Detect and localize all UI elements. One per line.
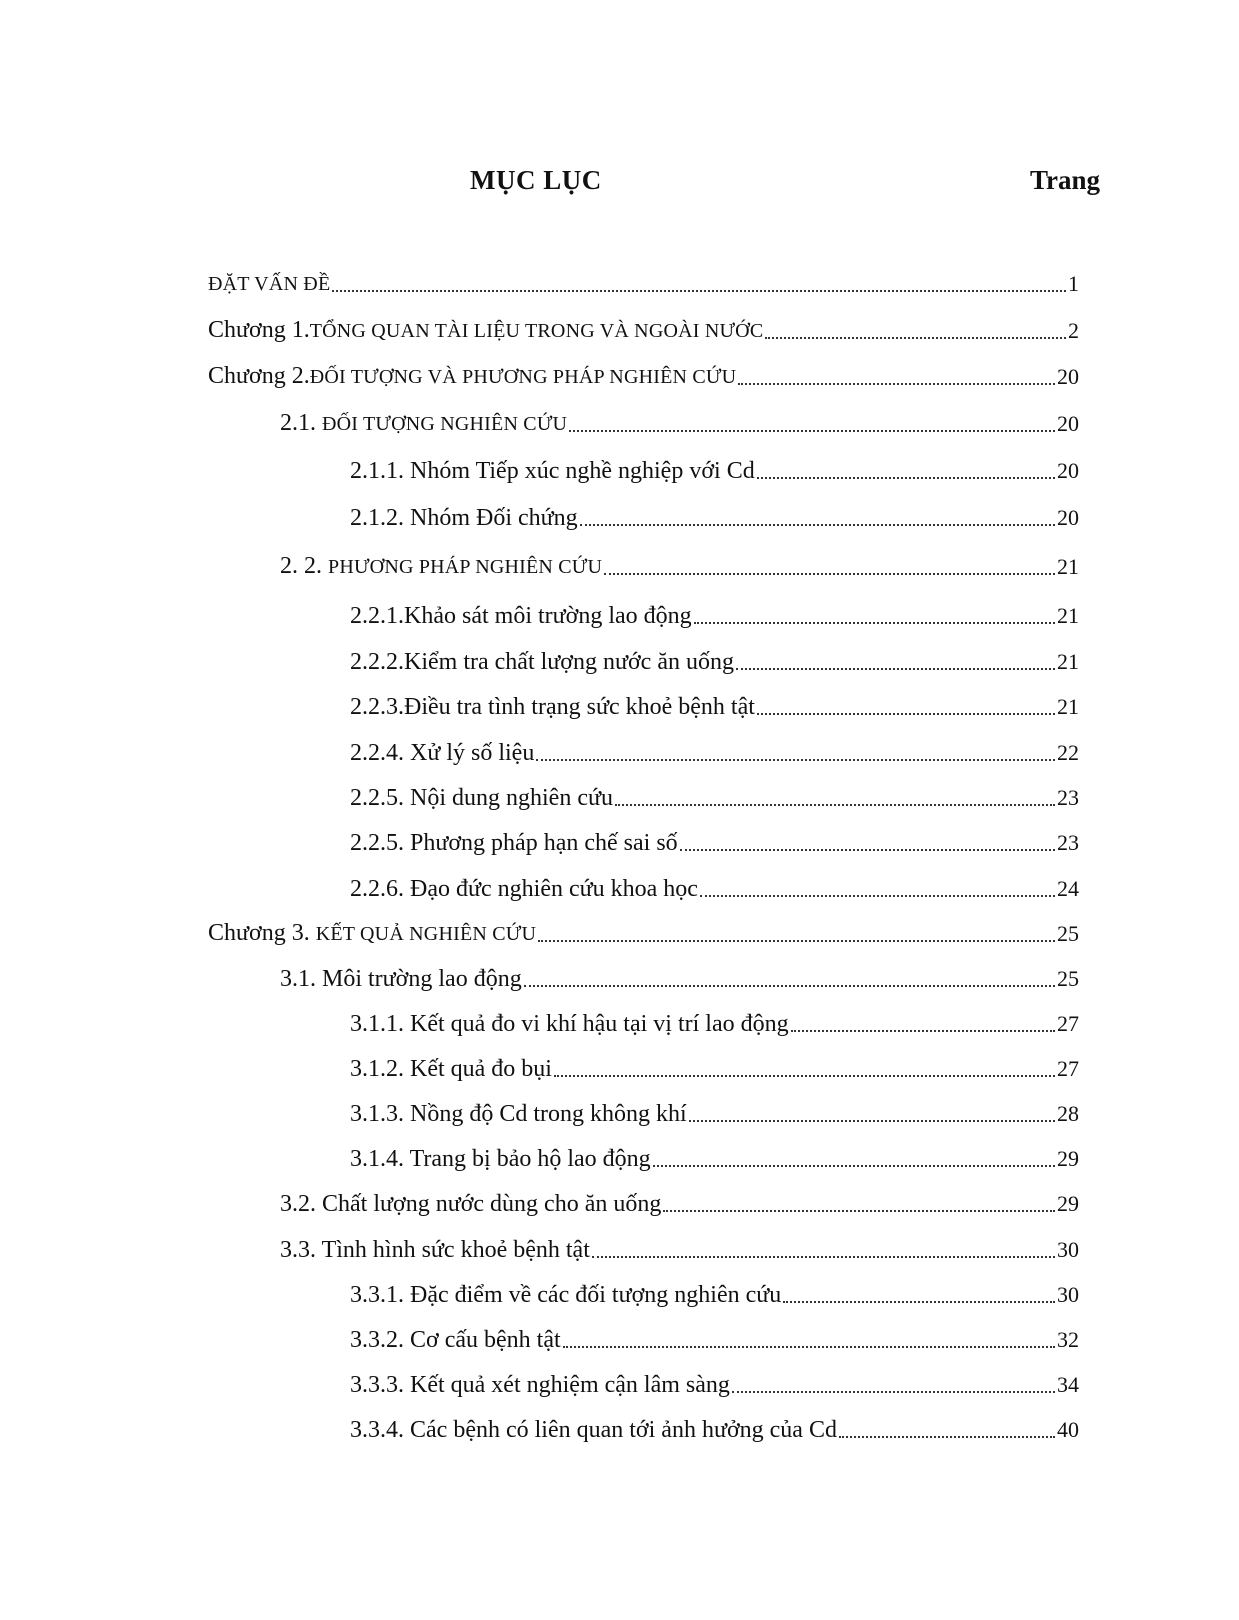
toc-entry-label bbox=[280, 408, 567, 439]
toc-entry-label bbox=[350, 874, 698, 904]
dot-leader bbox=[536, 758, 1055, 761]
toc-entry[interactable] bbox=[350, 686, 1079, 722]
dot-leader bbox=[689, 1119, 1055, 1122]
toc-entry[interactable] bbox=[280, 958, 1079, 994]
toc-entry-label bbox=[350, 692, 755, 722]
toc-entry-page: 20 bbox=[1057, 364, 1079, 389]
toc-entry[interactable] bbox=[350, 1048, 1079, 1084]
toc-entry-label bbox=[350, 1370, 730, 1400]
dot-leader bbox=[732, 1390, 1055, 1393]
dot-leader bbox=[538, 939, 1055, 942]
toc-entry-page: 30 bbox=[1057, 1282, 1079, 1307]
toc-entry-page: 20 bbox=[1057, 458, 1079, 483]
toc-entry[interactable] bbox=[350, 1364, 1079, 1400]
toc-entry-title: 2.2.4. Xử lý số liệu bbox=[350, 740, 535, 766]
toc-entry[interactable] bbox=[350, 450, 1079, 486]
dot-leader bbox=[680, 848, 1055, 851]
dot-leader bbox=[757, 712, 1055, 715]
toc-entry-prefix: 2. 2. bbox=[280, 553, 328, 579]
toc-entry-title: 2.2.2.Kiểm tra chất lượng nước ăn uống bbox=[350, 649, 734, 675]
toc-entry-title: 2.2.5. Phương pháp hạn chế sai số bbox=[350, 830, 678, 856]
toc-entry[interactable] bbox=[350, 1319, 1079, 1355]
toc-entry-page: 40 bbox=[1057, 1417, 1079, 1442]
toc-entry-title: 3.3.2. Cơ cấu bệnh tật bbox=[350, 1327, 561, 1353]
toc-entry-title: 3.2. Chất lượng nước dùng cho ăn uống bbox=[280, 1191, 662, 1217]
toc-entry-page: 20 bbox=[1057, 411, 1079, 436]
toc-entry[interactable] bbox=[350, 1003, 1079, 1039]
toc-entry[interactable] bbox=[208, 356, 1079, 392]
toc-entry-page: 29 bbox=[1057, 1146, 1079, 1171]
dot-leader bbox=[653, 1164, 1055, 1167]
toc-entry-page: 21 bbox=[1057, 603, 1079, 628]
toc-entry-title: 2.1.1. Nhóm Tiếp xúc nghề nghiệp với Cd bbox=[350, 458, 755, 484]
dot-leader bbox=[736, 667, 1055, 670]
toc-entry[interactable] bbox=[208, 913, 1079, 949]
toc-entry-title: TỔNG QUAN TÀI LIỆU TRONG VÀ NGOÀI NƯỚC bbox=[309, 320, 764, 342]
toc-entry-title: KẾT QUẢ NGHIÊN CỨU bbox=[315, 923, 537, 945]
dot-leader bbox=[569, 429, 1055, 432]
toc-entry[interactable] bbox=[280, 546, 1079, 582]
dot-leader bbox=[615, 803, 1055, 806]
toc-entry[interactable] bbox=[208, 263, 1079, 299]
toc-entry-page: 24 bbox=[1057, 876, 1079, 901]
toc-entry[interactable] bbox=[350, 732, 1079, 768]
dot-leader bbox=[592, 1255, 1055, 1258]
toc-entry-page: 27 bbox=[1057, 1011, 1079, 1036]
toc-entry-page: 1 bbox=[1068, 271, 1079, 296]
dot-leader bbox=[791, 1029, 1055, 1032]
toc-entry-label bbox=[350, 1054, 552, 1084]
toc-entry-page: 2 bbox=[1068, 318, 1079, 343]
toc-entry-label bbox=[350, 503, 578, 533]
toc-entry[interactable] bbox=[350, 497, 1079, 533]
toc-entry-prefix: Chương 3. bbox=[208, 920, 316, 946]
toc-entry-title: 2.2.6. Đạo đức nghiên cứu khoa học bbox=[350, 876, 698, 902]
toc-entry-label bbox=[208, 918, 536, 949]
toc-entry[interactable] bbox=[350, 822, 1079, 858]
dot-leader bbox=[765, 336, 1066, 339]
dot-leader bbox=[554, 1074, 1055, 1077]
toc-entry[interactable] bbox=[350, 595, 1079, 631]
toc-entry-label bbox=[350, 738, 534, 768]
dot-leader bbox=[524, 984, 1055, 987]
toc-entry[interactable] bbox=[280, 403, 1079, 439]
dot-leader bbox=[663, 1209, 1055, 1212]
toc-entry-page: 21 bbox=[1057, 649, 1079, 674]
toc-entry-title: 3.3.1. Đặc điểm về các đối tượng nghiên cứu bbox=[350, 1282, 782, 1308]
dot-leader bbox=[783, 1300, 1055, 1303]
toc-entry-label bbox=[208, 268, 330, 299]
toc-entry-page: 30 bbox=[1057, 1237, 1079, 1262]
toc-entry-title: 3.3.4. Các bệnh có liên quan tới ảnh hưởng của Cd bbox=[350, 1417, 837, 1443]
toc-entry-prefix: 2.1. bbox=[280, 410, 322, 436]
toc-entry-label bbox=[280, 964, 522, 994]
toc-entry-title: ĐỐI TƯỢNG VÀ PHƯƠNG PHÁP NGHIÊN CỨU bbox=[309, 366, 737, 388]
dot-leader bbox=[738, 382, 1055, 385]
toc-entry-label bbox=[280, 1189, 661, 1219]
toc-entry-label bbox=[208, 315, 763, 346]
toc-entry[interactable] bbox=[280, 1183, 1079, 1219]
toc-entry-title: 2.2.5. Nội dung nghiên cứu bbox=[350, 785, 613, 811]
toc-entry-title: PHƯƠNG PHÁP NGHIÊN CỨU bbox=[328, 556, 603, 578]
toc-entry-page: 32 bbox=[1057, 1327, 1079, 1352]
toc-entry[interactable] bbox=[350, 1093, 1079, 1129]
toc-entry[interactable] bbox=[350, 1274, 1079, 1310]
dot-leader bbox=[580, 523, 1055, 526]
toc-entry[interactable] bbox=[350, 777, 1079, 813]
toc-entry-label bbox=[280, 1235, 590, 1265]
dot-leader bbox=[694, 621, 1055, 624]
dot-leader bbox=[700, 894, 1055, 897]
toc-entry-page: 25 bbox=[1057, 921, 1079, 946]
toc-entry[interactable] bbox=[350, 868, 1079, 904]
toc-entry-title: 3.3.3. Kết quả xét nghiệm cận lâm sàng bbox=[350, 1372, 730, 1398]
toc-entry[interactable] bbox=[350, 1138, 1079, 1174]
toc-entry-title: 3.3. Tình hình sức khoẻ bệnh tật bbox=[280, 1237, 590, 1263]
toc-entry-label bbox=[350, 1325, 561, 1355]
toc-entry-label bbox=[350, 828, 678, 858]
toc-entry-label bbox=[350, 601, 692, 631]
page-column-label: Trang bbox=[1030, 165, 1101, 195]
toc-entry-title: 3.1.4. Trang bị bảo hộ lao động bbox=[350, 1146, 651, 1172]
toc-entry-label bbox=[350, 1099, 687, 1129]
toc-entry-label bbox=[350, 1144, 651, 1174]
toc-entry-prefix: Chương 2. bbox=[208, 363, 310, 389]
dot-leader bbox=[332, 289, 1066, 292]
toc-entry-title: 3.1. Môi trường lao động bbox=[280, 966, 522, 992]
toc-entry-title: 3.1.3. Nồng độ Cd trong không khí bbox=[350, 1101, 687, 1127]
toc-entry-title: 2.1.2. Nhóm Đối chứng bbox=[350, 505, 578, 531]
toc-entry-title: 2.2.3.Điều tra tình trạng sức khoẻ bệnh tật bbox=[350, 694, 755, 720]
dot-leader bbox=[604, 572, 1055, 575]
toc-entry-prefix: Chương 1. bbox=[208, 317, 310, 343]
toc-entry-title: 3.1.1. Kết quả đo vi khí hậu tại vị trí lao động bbox=[350, 1011, 789, 1037]
toc-entry-label bbox=[350, 1009, 789, 1039]
toc-entry-page: 23 bbox=[1057, 830, 1079, 855]
toc-entry[interactable] bbox=[208, 310, 1079, 346]
toc-entry-title: 2.2.1.Khảo sát môi trường lao động bbox=[350, 603, 692, 629]
toc-entry-label bbox=[350, 647, 734, 677]
dot-leader bbox=[839, 1435, 1055, 1438]
toc-header bbox=[0, 165, 1239, 205]
toc-entry-title: 3.1.2. Kết quả đo bụi bbox=[350, 1056, 552, 1082]
toc-entry-label bbox=[350, 1415, 837, 1445]
toc-entry-label bbox=[208, 361, 736, 392]
toc-entry-title: ĐỐI TƯỢNG NGHIÊN CỨU bbox=[322, 413, 568, 435]
toc-entry-label bbox=[350, 456, 755, 486]
toc-entry-label bbox=[280, 551, 602, 582]
toc-entry-title: ĐẶT VẤN ĐỀ bbox=[208, 273, 331, 295]
toc-entry-page: 28 bbox=[1057, 1101, 1079, 1126]
toc-entry-page: 25 bbox=[1057, 966, 1079, 991]
toc-entry-label bbox=[350, 1280, 781, 1310]
toc-entry-page: 23 bbox=[1057, 785, 1079, 810]
toc-entry-page: 21 bbox=[1057, 694, 1079, 719]
dot-leader bbox=[757, 476, 1055, 479]
toc-entry[interactable] bbox=[350, 641, 1079, 677]
toc-entry-page: 34 bbox=[1057, 1372, 1079, 1397]
toc-entry[interactable] bbox=[350, 1409, 1079, 1445]
toc-entry[interactable] bbox=[280, 1229, 1079, 1265]
toc-entry-page: 21 bbox=[1057, 554, 1079, 579]
page-title: MỤC LỤC bbox=[470, 165, 602, 195]
toc-entry-page: 27 bbox=[1057, 1056, 1079, 1081]
toc-entry-page: 20 bbox=[1057, 505, 1079, 530]
toc-entry-page: 22 bbox=[1057, 740, 1079, 765]
dot-leader bbox=[563, 1345, 1055, 1348]
toc-entry-page: 29 bbox=[1057, 1191, 1079, 1216]
toc-entry-label bbox=[350, 783, 613, 813]
